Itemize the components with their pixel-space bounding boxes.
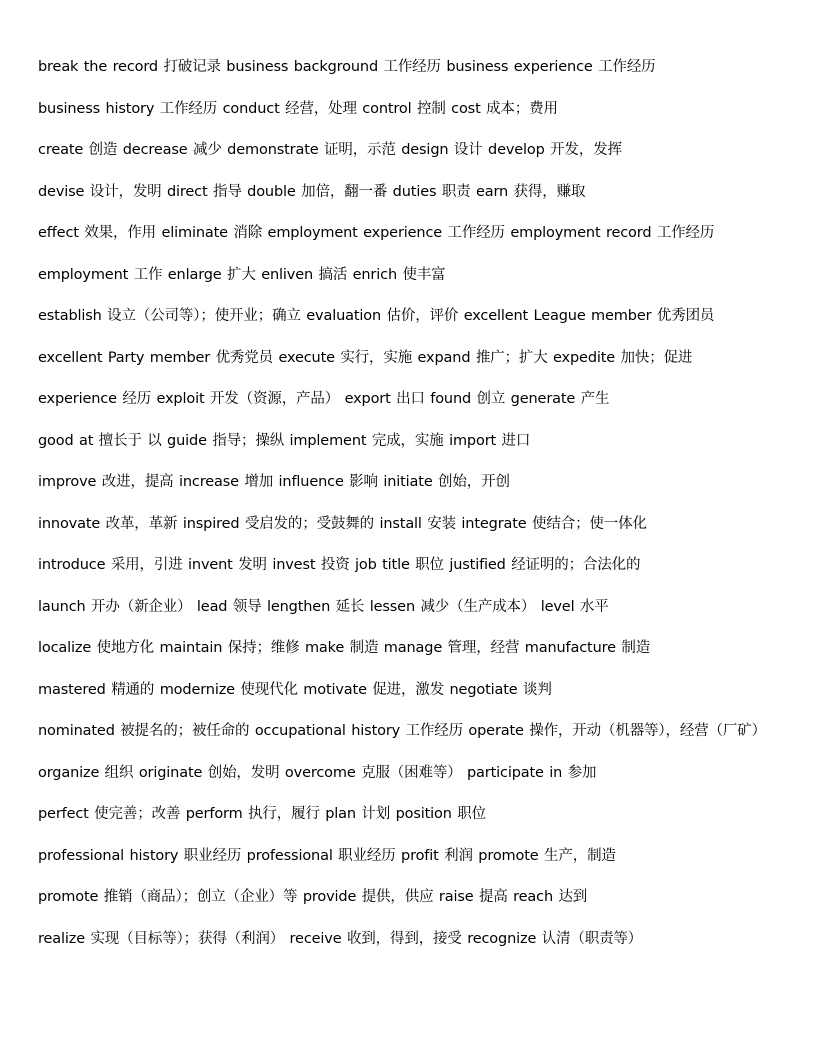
vocab-line-10: good at 擅长于 以 guide 指导；操纵 implement 完成，实施 import 进口 [38, 432, 531, 449]
vocab-line-18: organize 组织 originate 创始，发明 overcome 克服（困难等） participate in 参加 [38, 764, 597, 781]
vocab-line-5: effect 效果，作用 eliminate 消除 employment experience 工作经历 employment record 工作经历 [38, 225, 715, 241]
vocab-line-12: innovate 改革，革新 inspired 受启发的；受鼓舞的 install 安装 integrate 使结合；使一体化 [38, 515, 647, 532]
vocab-line-7: establish 设立（公司等）；使开业；确立 evaluation 估价，评价 excellent League member 优秀团员 [38, 308, 715, 324]
vocab-line-1: break the record 打破记录 business background 工作经历 business experience 工作经历 [38, 59, 656, 75]
vocab-line-6: employment 工作 enlarge 扩大 enliven 搞活 enrich 使丰富 [38, 266, 446, 283]
vocab-line-11: improve 改进，提高 increase 增加 influence 影响 initiate 创始，开创 [38, 474, 510, 490]
vocab-line-8: excellent Party member 优秀党员 execute 实行，实施 expand 推广；扩大 expedite 加快；促进 [38, 349, 693, 366]
vocab-line-2: business history 工作经历 conduct 经营，处理 control 控制 cost 成本；费用 [38, 100, 558, 117]
vocab-line-19: perfect 使完善；改善 perform 执行，履行 plan 计划 position 职位 [38, 806, 486, 822]
vocab-line-21: promote 推销（商品）；创立（企业）等 provide 提供，供应 raise 提高 reach 达到 [38, 889, 588, 905]
vocab-line-16: mastered 精通的 modernize 使现代化 motivate 促进，激发 negotiate 谈判 [38, 681, 552, 698]
vocab-line-13: introduce 采用，引进 invent 发明 invest 投资 job title 职位 justified 经证明的；合法化的 [38, 557, 641, 573]
vocab-line-4: devise 设计，发明 direct 指导 double 加倍，翻一番 duties 职责 earn 获得，赚取 [38, 183, 586, 200]
vocab-line-20: professional history 职业经历 professional 职业经历 profit 利润 promote 生产，制造 [38, 847, 616, 864]
vocab-line-3: create 创造 decrease 减少 demonstrate 证明，示范 design 设计 develop 开发，发挥 [38, 142, 622, 158]
vocab-line-15: localize 使地方化 maintain 保持；维修 make 制造 manage 管理，经营 manufacture 制造 [38, 640, 651, 656]
vocab-line-9: experience 经历 exploit 开发（资源，产品） export 出口 found 创立 generate 产生 [38, 391, 610, 407]
vocab-line-22: realize 实现（目标等）；获得（利润） receive 收到，得到，接受 recognize 认清（职责等） [38, 930, 643, 947]
vocab-line-17: nominated 被提名的；被任命的 occupational history 工作经历 operate 操作，开动（机器等），经营（厂矿） [38, 723, 766, 739]
vocab-line-14: launch 开办（新企业） lead 领导 lengthen 延长 lessen 减少（生产成本） level 水平 [38, 598, 609, 615]
